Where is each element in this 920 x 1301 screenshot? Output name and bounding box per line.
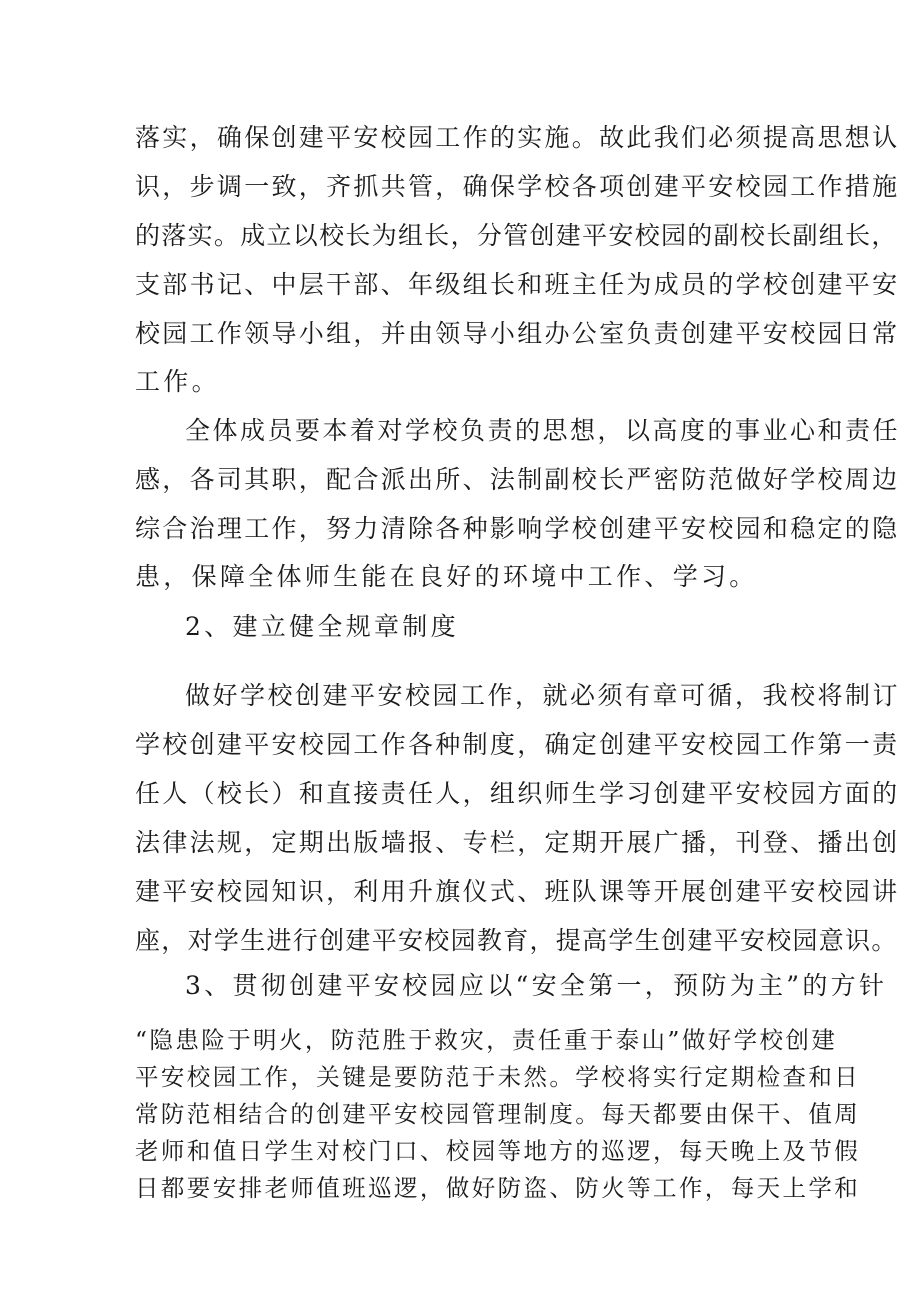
paragraph-3-line-6: 座，对学生进行创建平安校园教育，提高学生创建平安校园意识。: [135, 926, 898, 955]
paragraph-4-line-4: 老师和值日学生对校门口、校园等地方的巡逻，每天晚上及节假: [135, 1137, 861, 1165]
paragraph-2-line-2: 感，各司其职，配合派出所、法制副校长严密防范做好学校周边: [135, 465, 900, 494]
paragraph-4-line-5: 日都要安排老师值班巡逻，做好防盗、防火等工作，每天上学和: [135, 1174, 861, 1202]
paragraph-3-line-4: 法律法规，定期出版墙报、专栏，定期开展广播，刊登、播出创: [135, 828, 900, 857]
paragraph-3-line-1: 做好学校创建平安校园工作，就必须有章可循，我校将制订: [185, 681, 901, 710]
paragraph-4-line-2: 平安校园工作，关键是要防范于未然。学校将实行定期检查和日: [135, 1063, 861, 1091]
paragraph-4-line-1: “隐患险于明火，防范胜于救灾，责任重于泰山”做好学校创建: [135, 1026, 838, 1054]
paragraph-1-line-6: 工作。: [135, 367, 220, 396]
paragraph-1-line-2: 识，步调一致，齐抓共管，确保学校各项创建平安校园工作措施: [135, 172, 900, 201]
paragraph-2-line-3: 综合治理工作，努力清除各种影响学校创建平安校园和稳定的隐: [135, 514, 900, 543]
paragraph-3-line-3: 任人（校长）和直接责任人，组织师生学习创建平安校园方面的: [135, 779, 900, 808]
paragraph-1-line-1: 落实，确保创建平安校园工作的实施。故此我们必须提高思想认: [135, 123, 900, 152]
paragraph-1-line-5: 校园工作领导小组，并由领导小组办公室负责创建平安校园日常: [135, 319, 900, 348]
paragraph-3-line-5: 建平安校园知识，利用升旗仪式、班队课等开展创建平安校园讲: [135, 877, 900, 906]
paragraph-2-line-1: 全体成员要本着对学校负责的思想，以高度的事业心和责任: [185, 416, 901, 445]
paragraph-4-line-3: 常防范相结合的创建平安校园管理制度。每天都要由保干、值周: [135, 1100, 861, 1128]
paragraph-3-line-2: 学校创建平安校园工作各种制度，确定创建平安校园工作第一责: [135, 730, 900, 759]
paragraph-1-line-3: 的落实。成立以校长为组长，分管创建平安校园的副校长副组长，: [135, 221, 898, 250]
paragraph-1-line-4: 支部书记、中层干部、年级组长和班主任为成员的学校创建平安: [135, 270, 900, 299]
section-heading-2: 2、建立健全规章制度: [185, 612, 459, 641]
paragraph-2-line-4: 患，保障全体师生能在良好的环境中工作、学习。: [135, 562, 758, 591]
section-heading-3: 3、贯彻创建平安校园应以“安全第一，预防为主”的方针: [185, 971, 888, 1000]
